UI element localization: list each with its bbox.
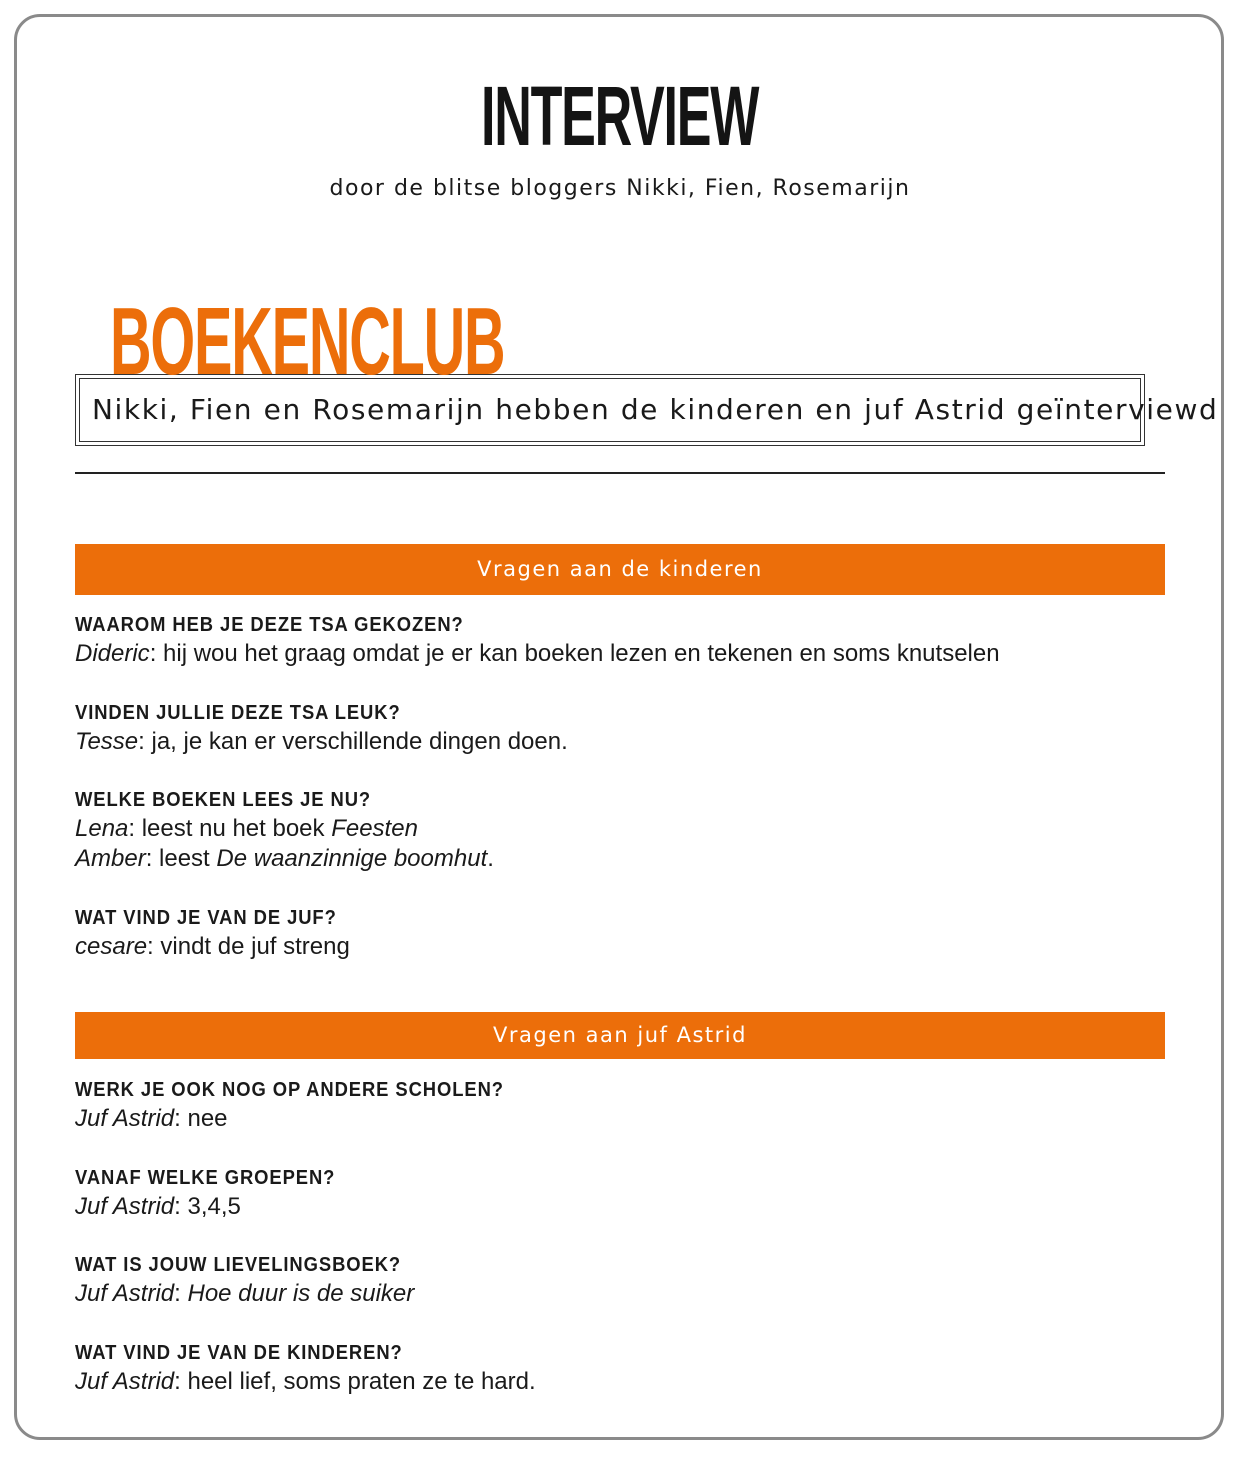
- speaker: Juf Astrid: [75, 1280, 175, 1307]
- kids-qa-2: [75, 699, 1165, 757]
- book-title: Hoe duur is de suiker: [187, 1280, 415, 1307]
- answer-text: : heel lief, soms praten ze te hard.: [174, 1368, 536, 1395]
- answer: [75, 727, 1165, 757]
- divider: [75, 472, 1165, 474]
- kids-qa-1: [75, 611, 1165, 669]
- speaker: Tesse: [75, 728, 139, 755]
- question: WELKE BOEKEN LEES JE NU?: [75, 789, 372, 811]
- answer-text: : ja, je kan er verschillende dingen doen.: [138, 728, 568, 755]
- book-title: Feesten: [331, 815, 418, 842]
- byline: door de blitse bloggers Nikki, Fien, Rosemarijn: [329, 176, 911, 201]
- speaker: Amber: [75, 845, 146, 872]
- answer-end: .: [487, 845, 494, 872]
- speaker: Juf Astrid: [75, 1105, 175, 1132]
- answer: [75, 814, 1165, 844]
- question: WAT VIND JE VAN DE KINDEREN?: [75, 1342, 403, 1364]
- question: WAT IS JOUW LIEVELINGSBOEK?: [75, 1254, 402, 1276]
- teacher-qa-2: [75, 1164, 1165, 1222]
- speaker: Juf Astrid: [75, 1193, 175, 1220]
- answer-text: : nee: [174, 1105, 228, 1132]
- kids-section-heading: Vragen aan de kinderen: [75, 544, 1165, 595]
- teacher-section-heading: Vragen aan juf Astrid: [75, 1012, 1165, 1059]
- page-title: [0, 66, 1240, 166]
- speaker: Lena: [75, 815, 129, 842]
- answer-text: : hij wou het graag omdat je er kan boeken lezen en tekenen en soms knutselen: [149, 640, 1000, 667]
- kids-qa-4: [75, 904, 1165, 962]
- teacher-qa-3: [75, 1251, 1165, 1309]
- question: WAT VIND JE VAN DE JUF?: [75, 907, 337, 929]
- answer: [75, 1104, 1165, 1134]
- question: WERK JE OOK NOG OP ANDERE SCHOLEN?: [75, 1079, 504, 1101]
- question: WAAROM HEB JE DEZE TSA GEKOZEN?: [75, 614, 464, 636]
- question: VINDEN JULLIE DEZE TSA LEUK?: [75, 702, 401, 724]
- book-title: De waanzinnige boomhut: [216, 845, 488, 872]
- answer-text: :: [174, 1280, 188, 1307]
- answer: [75, 1367, 1165, 1397]
- kids-qa-3: [75, 786, 1165, 874]
- answer: [75, 844, 1165, 874]
- answer: [75, 932, 1165, 962]
- answer-text: : 3,4,5: [174, 1193, 241, 1220]
- speaker: Dideric: [75, 640, 150, 667]
- question: VANAF WELKE GROEPEN?: [75, 1167, 336, 1189]
- answer: [75, 1279, 1165, 1309]
- teacher-qa-1: [75, 1076, 1165, 1134]
- page-title-text: INTERVIEW: [481, 69, 759, 163]
- section-title-text: BOEKENCLUB: [110, 288, 505, 395]
- speaker: cesare: [75, 933, 148, 960]
- teacher-qa-4: [75, 1339, 1165, 1397]
- answer-text: : vindt de juf streng: [147, 933, 350, 960]
- speaker: Juf Astrid: [75, 1368, 175, 1395]
- intro-text: Nikki, Fien en Rosemarijn hebben de kinderen en juf Astrid geïnterviewd: [92, 393, 1219, 426]
- answer-text: : leest nu het boek: [128, 815, 332, 842]
- answer: [75, 639, 1165, 669]
- section-title: [110, 288, 767, 395]
- answer: [75, 1192, 1165, 1222]
- answer-text: : leest: [145, 845, 217, 872]
